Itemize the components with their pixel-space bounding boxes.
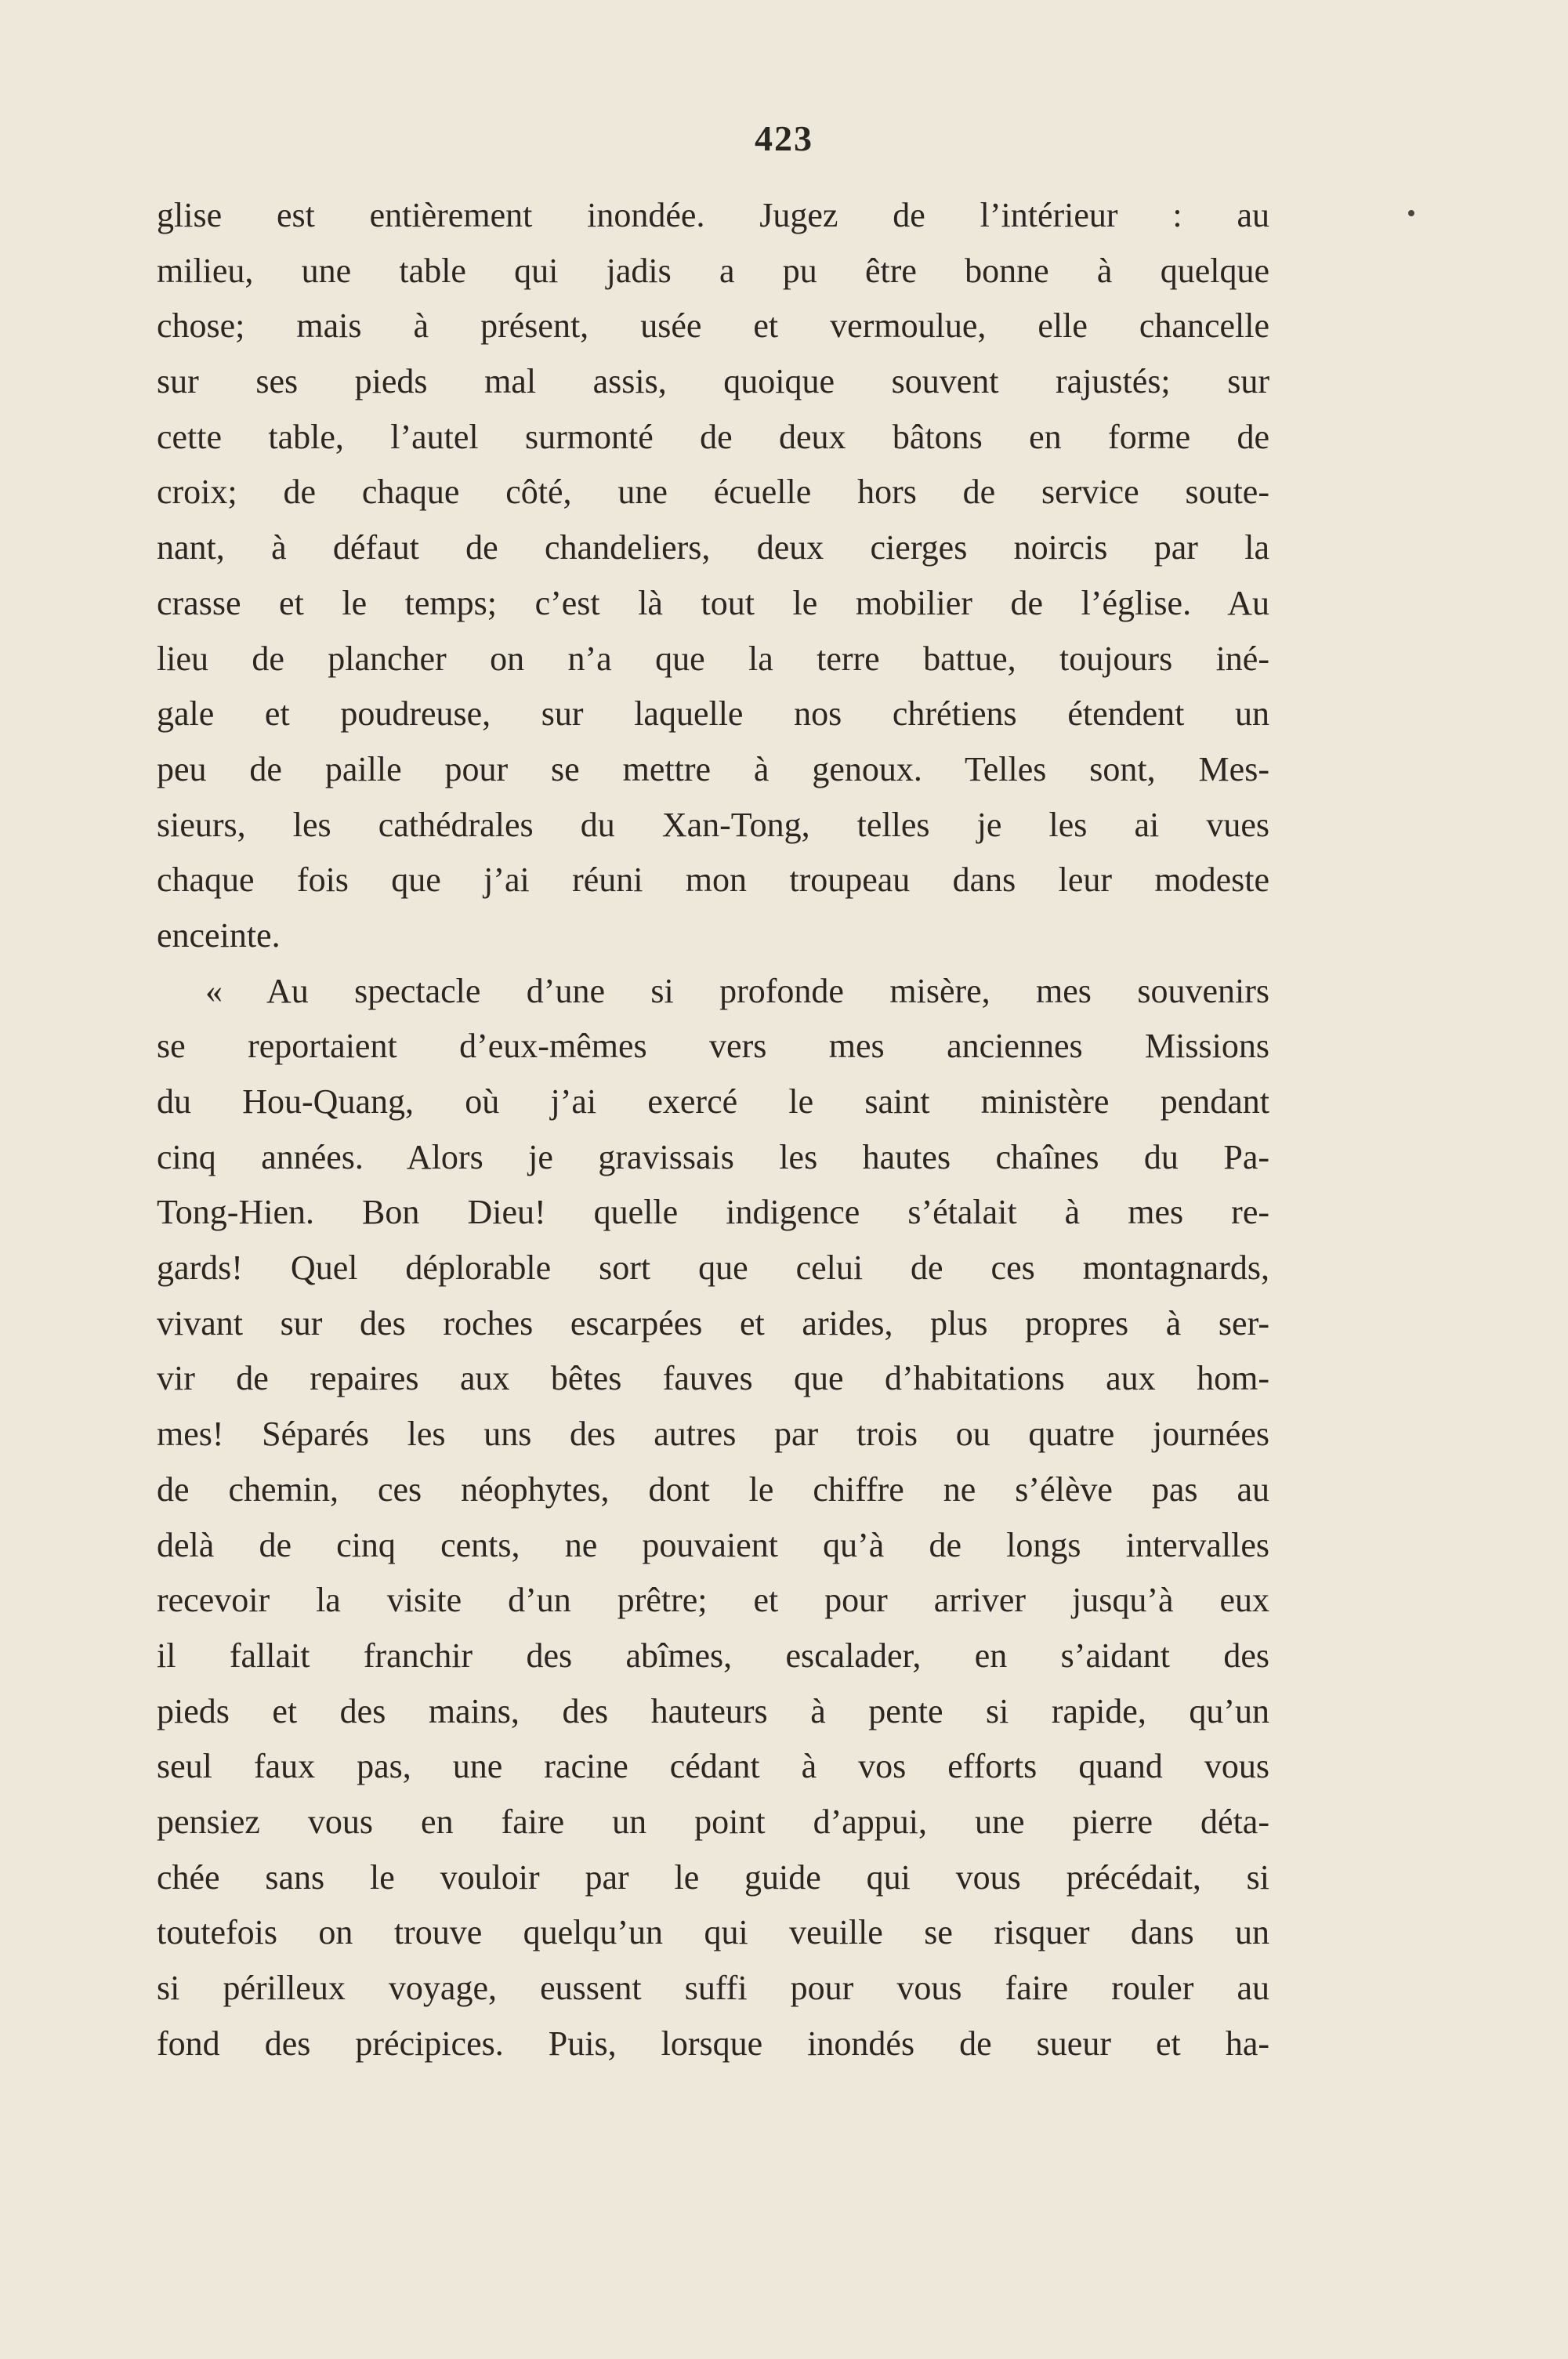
text-line: toutefois on trouve quelqu’un qui veuille se risquer dans un (157, 1913, 1269, 1952)
text-line: sieurs, les cathédrales du Xan-Tong, telles je les ai vues (157, 805, 1269, 844)
text-line: recevoir la visite d’un prêtre; et pour arriver jusqu’à eux (157, 1581, 1269, 1620)
text-line: croix; de chaque côté, une écuelle hors de service soute- (157, 473, 1269, 512)
text-line: pensiez vous en faire un point d’appui, une pierre déta- (157, 1802, 1269, 1841)
text-line: chose; mais à présent, usée et vermoulue, elle chancelle (157, 306, 1269, 346)
text-line: du Hou-Quang, où j’ai exercé le saint ministère pendant (157, 1082, 1269, 1121)
text-line: vir de repaires aux bêtes fauves que d’habitations aux hom- (157, 1359, 1269, 1398)
text-line: chaque fois que j’ai réuni mon troupeau dans leur modeste (157, 861, 1269, 900)
body-text (157, 188, 1269, 2071)
text-line: seul faux pas, une racine cédant à vos efforts quand vous (157, 1747, 1269, 1786)
text-line: gards! Quel déplorable sort que celui de ces montagnards, (157, 1248, 1269, 1288)
text-line: chée sans le vouloir par le guide qui vous précédait, si (157, 1857, 1269, 1897)
text-line: se reportaient d’eux-mêmes vers mes anciennes Missions (157, 1027, 1269, 1066)
text-line: milieu, une table qui jadis a pu être bonne à quelque (157, 251, 1269, 290)
text-line: sur ses pieds mal assis, quoique souvent rajustés; sur (157, 362, 1269, 401)
text-line: cinq années. Alors je gravissais les hautes chaînes du Pa- (157, 1137, 1269, 1176)
text-line: Tong-Hien. Bon Dieu! quelle indigence s’étalait à mes re- (157, 1193, 1269, 1232)
text-line: si périlleux voyage, eussent suffi pour vous faire rouler au (157, 1969, 1269, 2007)
text-line: mes! Séparés les uns des autres par trois ou quatre journées (157, 1415, 1269, 1454)
text-line: pieds et des mains, des hauteurs à pente si rapide, qu’un (157, 1691, 1269, 1730)
paragraph-start-line: « Au spectacle d’une si profonde misère, mes souvenirs (205, 971, 1269, 1010)
text-line: glise est entièrement inondée. Jugez de l’intérieur : au (157, 196, 1269, 234)
text-line: il fallait franchir des abîmes, escalader, en s’aidant des (157, 1636, 1269, 1675)
text-line: de chemin, ces néophytes, dont le chiffre ne s’élève pas au (157, 1469, 1269, 1509)
text-line: crasse et le temps; c’est là tout le mobilier de l’église. Au (157, 583, 1269, 622)
ink-speck (1408, 210, 1414, 216)
text-line: peu de paille pour se mettre à genoux. Telles sont, Mes- (157, 749, 1269, 788)
page-number: 423 (755, 118, 813, 158)
text-line: nant, à défaut de chandeliers, deux cierges noircis par la (157, 528, 1269, 567)
text-line: delà de cinq cents, ne pouvaient qu’à de longs intervalles (157, 1525, 1269, 1564)
text-line: gale et poudreuse, sur laquelle nos chrétiens étendent un (157, 694, 1269, 734)
text-line: cette table, l’autel surmonté de deux bâtons en forme de (157, 417, 1269, 456)
paragraph-end-line: enceinte. (157, 915, 281, 955)
text-line: vivant sur des roches escarpées et arides, plus propres à ser- (157, 1303, 1269, 1343)
text-line: lieu de plancher on n’a que la terre battue, toujours iné- (157, 639, 1269, 678)
text-line: fond des précipices. Puis, lorsque inondés de sueur et ha- (157, 2024, 1269, 2063)
